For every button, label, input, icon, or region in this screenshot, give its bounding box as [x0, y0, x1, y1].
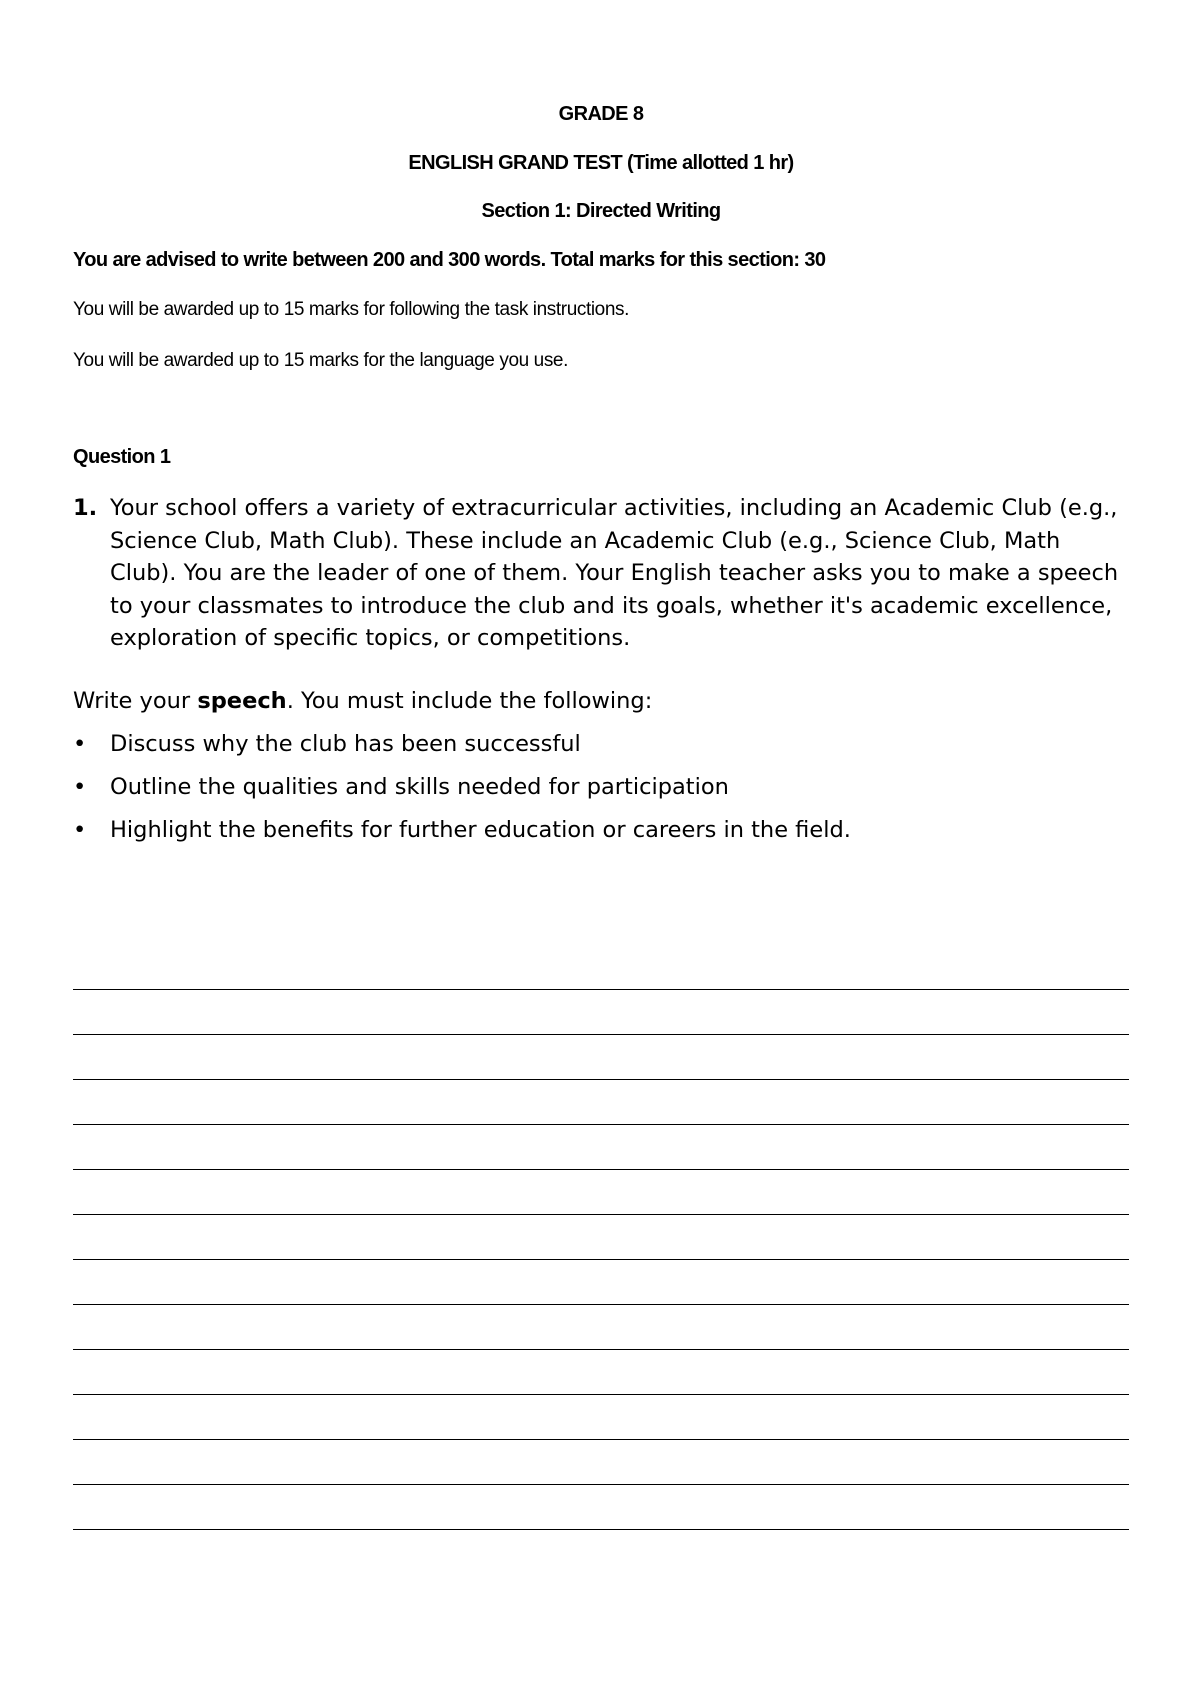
question-prompt [73, 492, 1133, 655]
write-instruction [73, 688, 652, 714]
requirements-list [73, 728, 851, 857]
bullet-icon: • [73, 817, 87, 843]
answer-line[interactable] [73, 962, 1129, 990]
marks-task-note: You will be awarded up to 15 marks for following the task instructions. [73, 299, 629, 320]
write-prefix: Write your [73, 688, 198, 714]
list-item [73, 814, 851, 857]
write-suffix: . You must include the following: [286, 688, 653, 714]
answer-line[interactable] [73, 1170, 1129, 1215]
answer-line[interactable] [73, 1080, 1129, 1125]
requirement-text: Highlight the benefits for further education or careers in the field. [110, 817, 851, 843]
write-task-type: speech [197, 688, 287, 714]
list-item [73, 771, 851, 814]
answer-line[interactable] [73, 1260, 1129, 1305]
question-number: 1. [73, 495, 98, 521]
answer-line[interactable] [73, 1305, 1129, 1350]
bullet-icon: • [73, 774, 87, 800]
answer-line[interactable] [73, 1215, 1129, 1260]
bullet-icon: • [73, 731, 87, 757]
marks-language-note: You will be awarded up to 15 marks for the language you use. [73, 350, 568, 371]
requirement-text: Outline the qualities and skills needed for participation [110, 774, 729, 800]
answer-line[interactable] [73, 1485, 1129, 1530]
test-title: ENGLISH GRAND TEST (Time allotted 1 hr) [408, 152, 794, 174]
answer-line[interactable] [73, 1035, 1129, 1080]
answer-line[interactable] [73, 1125, 1129, 1170]
word-count-advice: You are advised to write between 200 and 300 words. Total marks for this section: 30 [73, 249, 826, 271]
answer-area[interactable] [73, 962, 1129, 1530]
exam-page [73, 0, 1129, 1696]
answer-line[interactable] [73, 990, 1129, 1035]
requirement-text: Discuss why the club has been successful [110, 731, 581, 757]
answer-line[interactable] [73, 1350, 1129, 1395]
question-label: Question 1 [73, 446, 171, 468]
list-item [73, 728, 851, 771]
section-title: Section 1: Directed Writing [481, 200, 721, 222]
answer-line[interactable] [73, 1395, 1129, 1440]
answer-line[interactable] [73, 1440, 1129, 1485]
question-text: Your school offers a variety of extracurricular activities, including an Academic Club (e.g., Science Club, Math Club). These include an Academic Club (e.g., Science Club, Math Club). You are the leader of one of them. Your English teacher asks you to make a speech to your classmates to introduce the club and its goals, whether it's academic excellence, exploration of specific topics, or competitions. [110, 495, 1119, 651]
grade-heading: GRADE 8 [558, 103, 644, 125]
